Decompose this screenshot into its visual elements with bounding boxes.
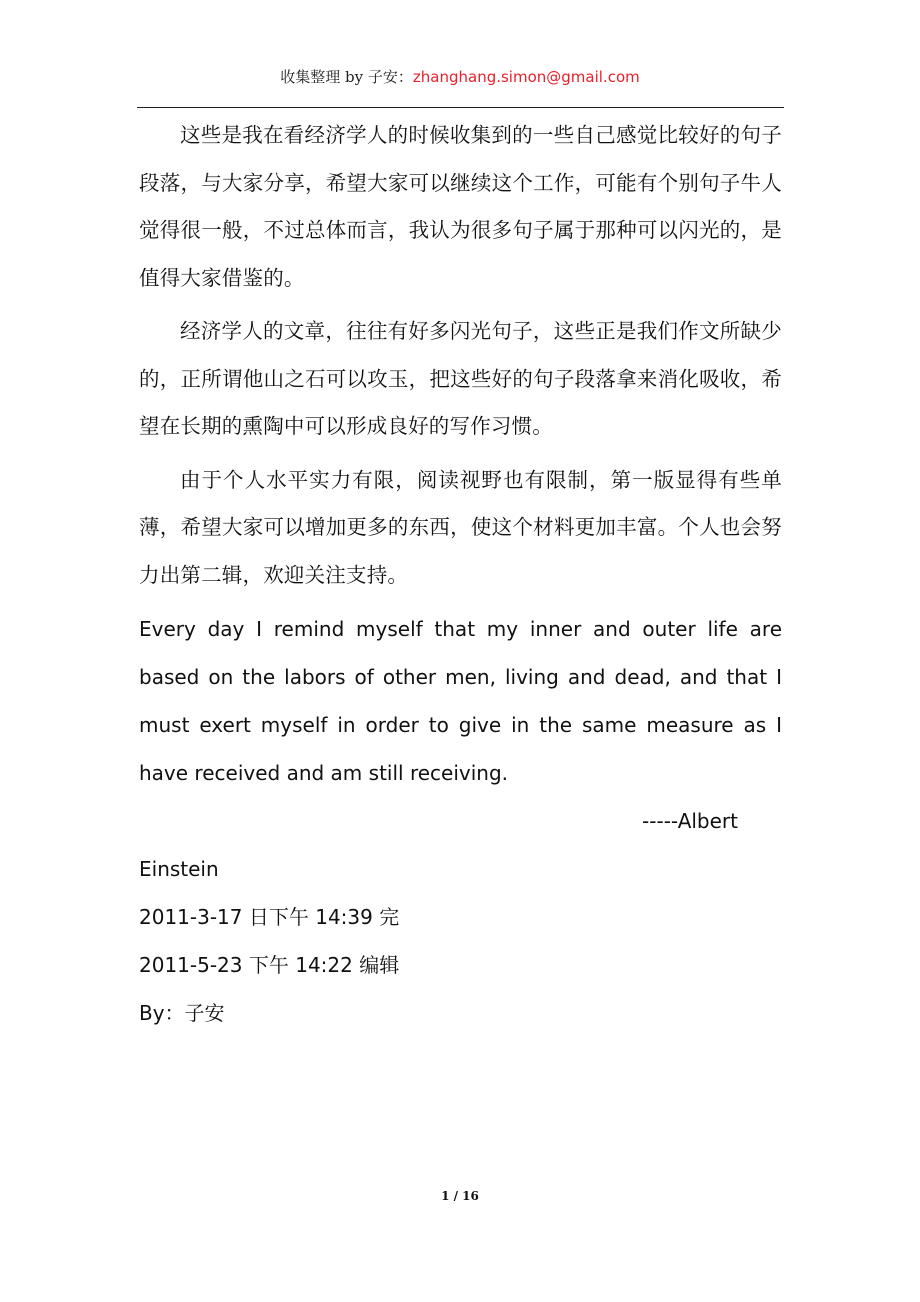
edited-note: 2011-5-23 下午 14:22 编辑 — [139, 953, 400, 977]
completed-note: 2011-3-17 日下午 14:39 完 — [139, 905, 400, 929]
author-note: By：子安 — [139, 1001, 225, 1025]
intro-paragraph-1: 这些是我在看经济学人的时候收集到的一些自己感觉比较好的句子段落，与大家分享，希望大家可以继续这个工作，可能有个别句子牛人觉得很一般，不过总体而言，我认为很多句子属于那种可以闪光的，是值得大家借鉴的。 — [139, 123, 782, 290]
quote-text: Every day I remind myself that my inner and outer life are based on the labors of other men, living and dead, and that I must exert myself in order to give in the same measure as I have received and am still receiving. — [139, 617, 782, 785]
page-number: 1 / 16 — [441, 1189, 479, 1203]
intro-paragraph-2: 经济学人的文章，往往有好多闪光句子，这些正是我们作文所缺少的，正所谓他山之石可以攻玉，把这些好的句子段落拿来消化吸收，希望在长期的熏陶中可以形成良好的写作习惯。 — [139, 319, 782, 438]
quote-attribution-name: Einstein — [139, 857, 219, 881]
page-header — [0, 66, 920, 88]
document-body — [139, 112, 782, 1037]
intro-paragraph-3: 由于个人水平实力有限，阅读视野也有限制，第一版显得有些单薄，希望大家可以增加更多的东西，使这个材料更加丰富。个人也会努力出第二辑，欢迎关注支持。 — [139, 467, 782, 587]
header-email: zhanghang.simon@gmail.com — [412, 68, 640, 86]
header-divider — [137, 107, 784, 108]
header-prefix: 收集整理 by 子安： — [280, 68, 413, 86]
quote-attribution: -----Albert — [642, 809, 738, 833]
